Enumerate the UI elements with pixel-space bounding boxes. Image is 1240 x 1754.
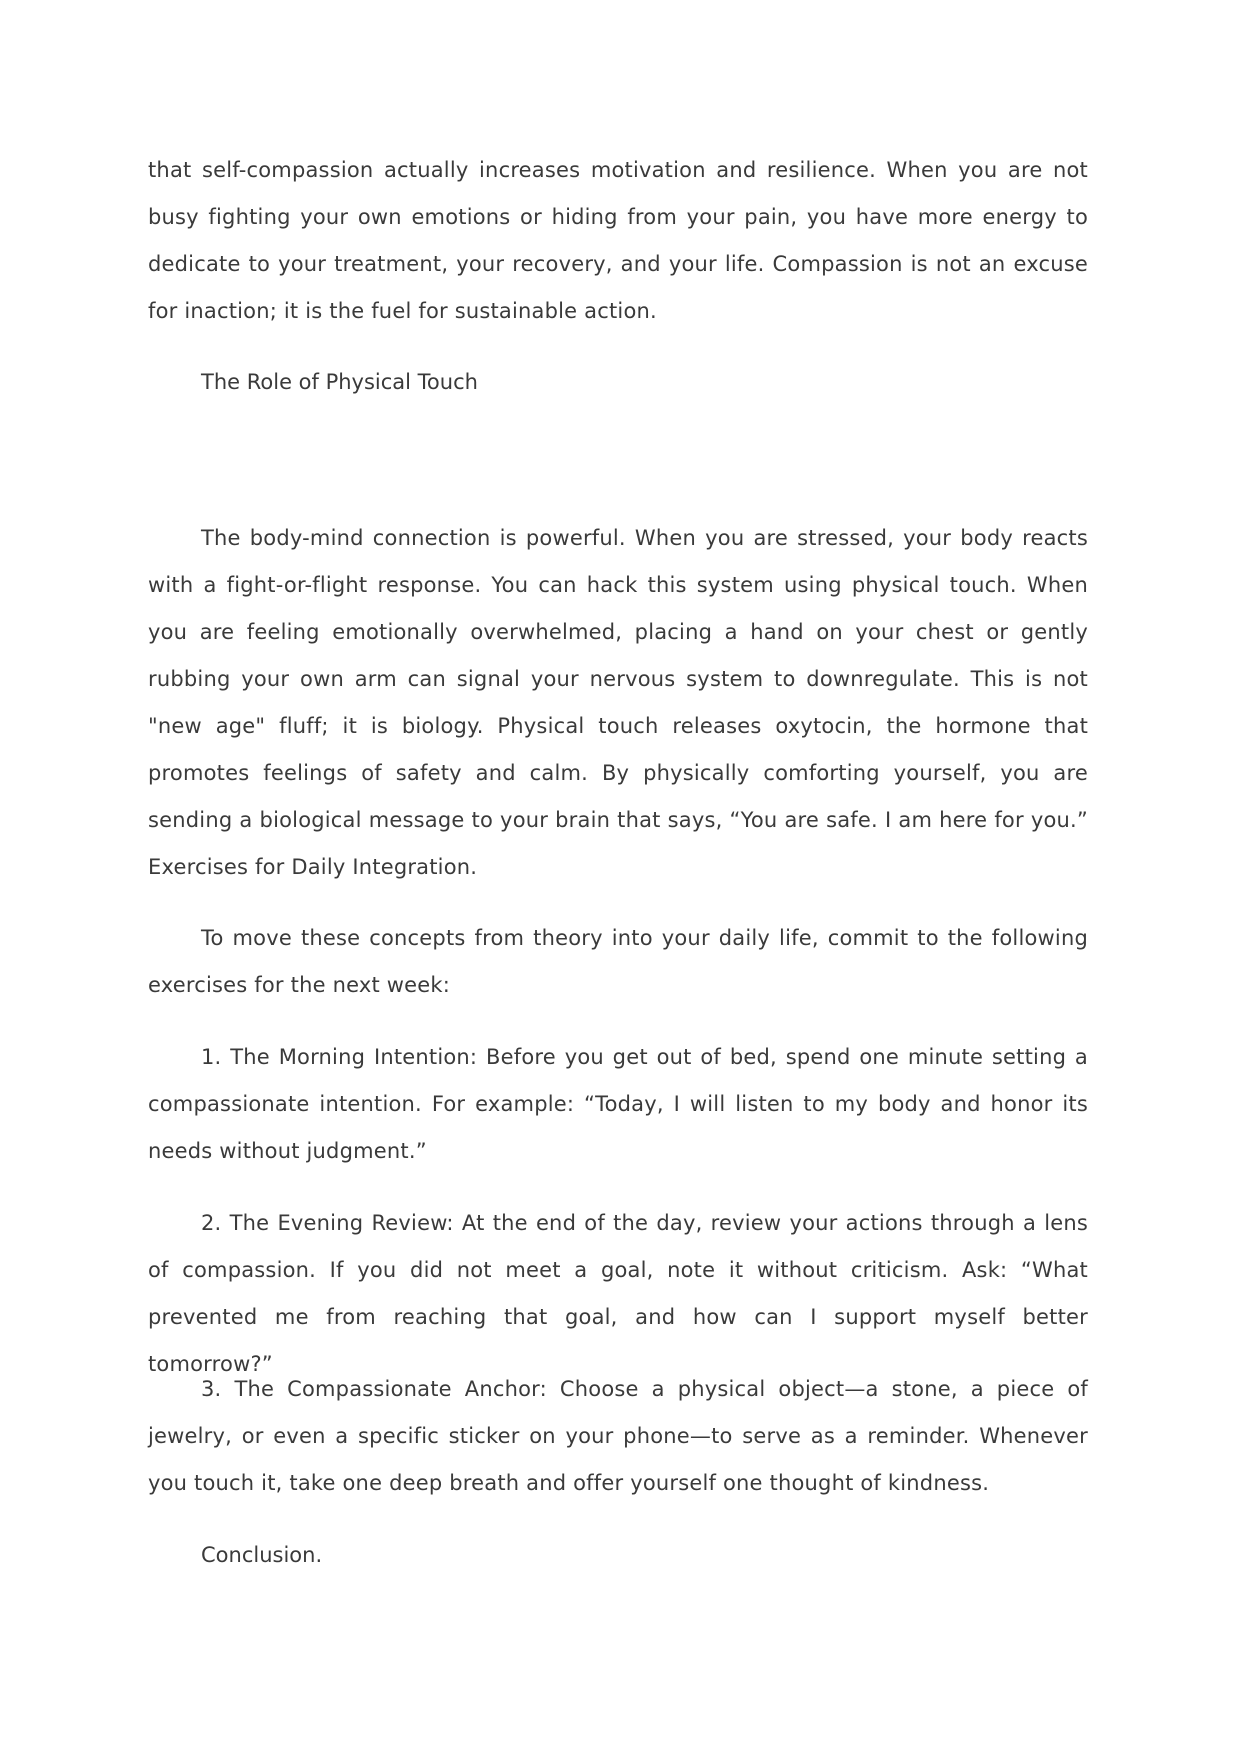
section-heading-conclusion: Conclusion.: [201, 1543, 323, 1567]
section-heading-physical-touch: The Role of Physical Touch: [201, 370, 478, 394]
list-item-evening-review: 2. The Evening Review: At the end of the day, review your actions through a lens of compassion. If you did not meet a goal, note it without criticism. Ask: “What prevented me from reaching that goal, and how can I support myself better tomorrow?”: [148, 1211, 1088, 1376]
list-item-morning-intention: 1. The Morning Intention: Before you get out of bed, spend one minute setting a compassionate intention. For example: “Today, I will listen to my body and honor its needs without judgment.”: [148, 1045, 1088, 1163]
list-item-compassionate-anchor: 3. The Compassionate Anchor: Choose a physical object—a stone, a piece of jewelry, or even a specific sticker on your phone—to serve as a reminder. Whenever you touch it, take one deep breath and offer yourself one thought of kindness.: [148, 1377, 1088, 1495]
paragraph-exercises-intro: To move these concepts from theory into your daily life, commit to the following exercises for the next week:: [148, 926, 1088, 997]
paragraph-body-mind: The body-mind connection is powerful. When you are stressed, your body reacts with a fight-or-flight response. You can hack this system using physical touch. When you are feeling emotionally overwhelmed, placing a hand on your chest or gently rubbing your own arm can signal your nervous system to downregulate. This is not "new age" fluff; it is biology. Physical touch releases oxytocin, the hormone that promotes feelings of safety and calm. By physically comforting yourself, you are sending a biological message to your brain that says, “You are safe. I am here for you.” Exercises for Daily Integration.: [148, 526, 1088, 879]
paragraph-self-compassion: that self-compassion actually increases motivation and resilience. When you are not busy fighting your own emotions or hiding from your pain, you have more energy to dedicate to your treatment, your recovery, and your life. Compassion is not an excuse for inaction; it is the fuel for sustainable action.: [148, 158, 1088, 323]
